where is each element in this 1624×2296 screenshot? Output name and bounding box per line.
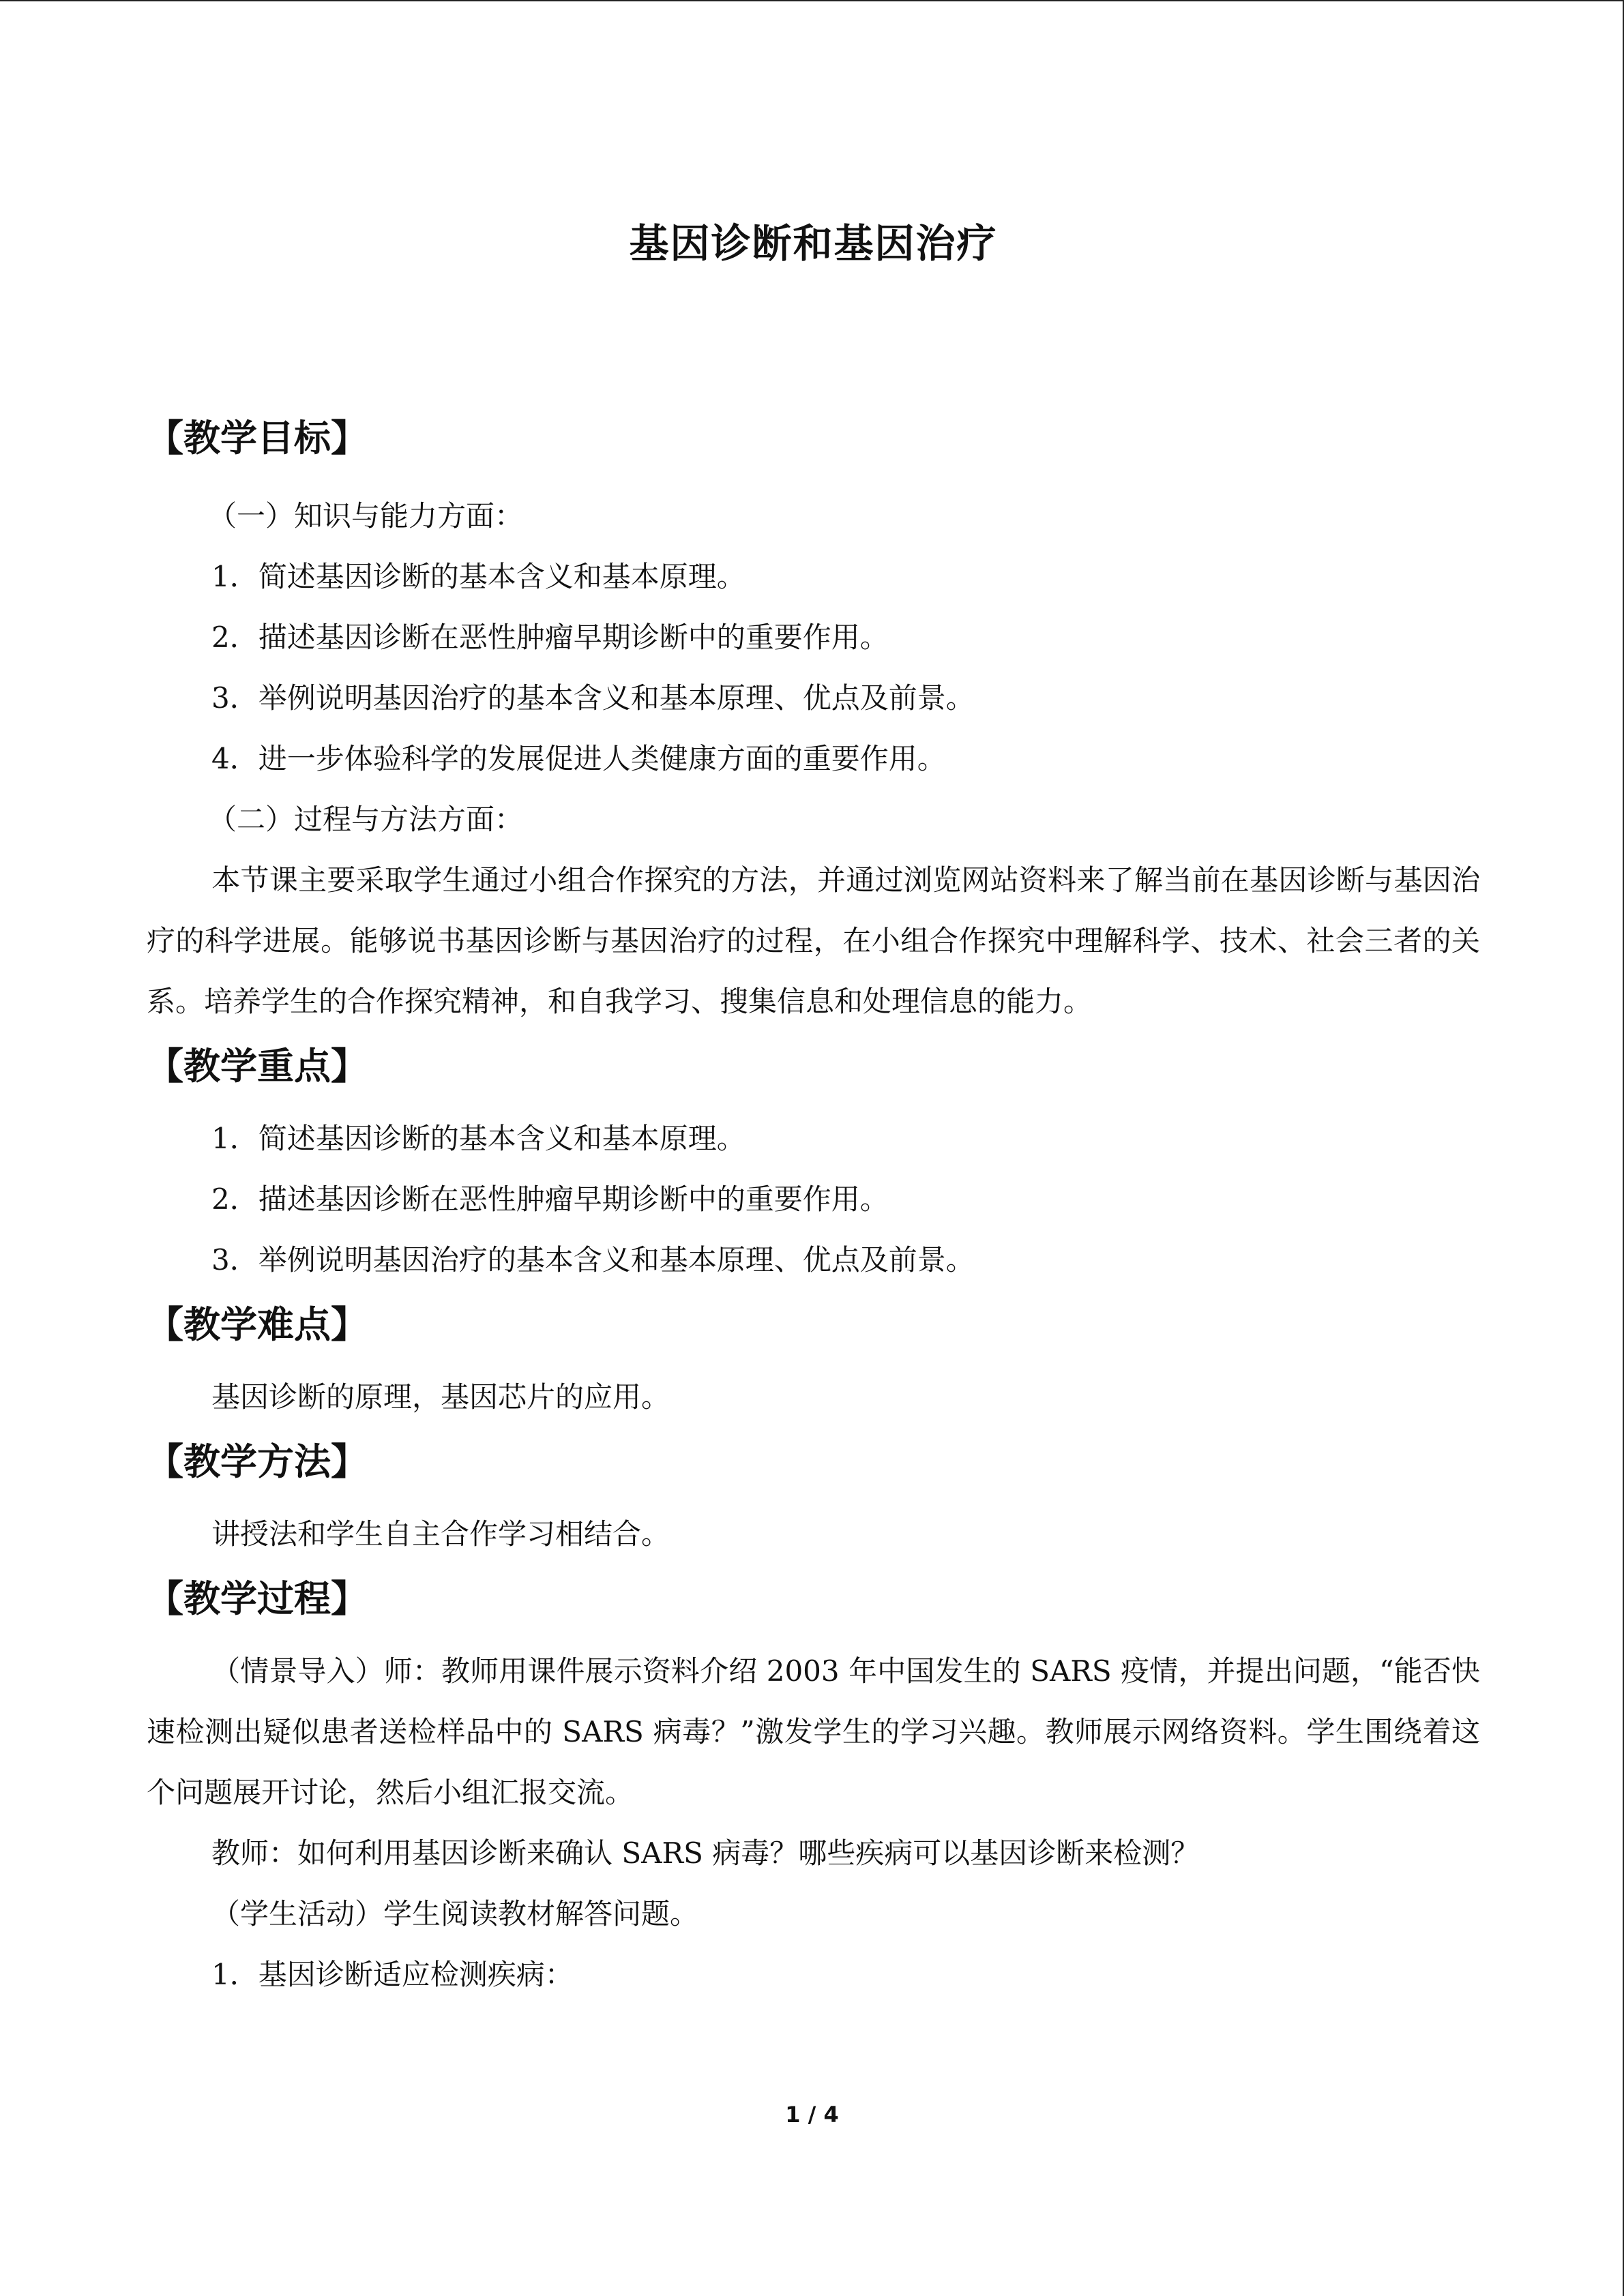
difficulties-heading: 【教学难点】 — [147, 1302, 368, 1346]
knowledge-heading: （一）知识与能力方面： — [208, 499, 524, 533]
process-heading: 【教学过程】 — [147, 1577, 368, 1620]
process-method-paragraph — [147, 850, 1480, 1032]
knowledge-item-4: 4．进一步体验科学的发展促进人类健康方面的重要作用。 — [211, 742, 946, 775]
page-number: 1 / 4 — [785, 2102, 839, 2128]
spacer — [147, 1100, 1480, 1108]
spacer — [147, 1495, 1480, 1504]
objectives-heading: 【教学目标】 — [147, 416, 368, 460]
process-method-text: 本节课主要采取学生通过小组合作探究的方法，并通过浏览网站资料来了解当前在基因诊断与基因治疗的科学进展。能够说书基因诊断与基因治疗的过程，在小组合作探究中理解科学、技术、社会三者的关系。培养学生的合作探究精神，和自我学习、搜集信息和处理信息的能力。 — [147, 863, 1480, 1018]
process-item-1: 1．基因诊断适应检测疾病： — [211, 1958, 574, 1991]
process-intro-text: （情景导入）师：教师用课件展示资料介绍 2003 年中国发生的 SARS 疫情，并提出问题，“能否快速检测出疑似患者送检样品中的 SARS 病毒？”激发学生的学习兴趣。教师展示网络资料。学生围绕着这个问题展开讨论，然后小组汇报交流。 — [147, 1654, 1480, 1809]
key-point-item-2: 2．描述基因诊断在恶性肿瘤早期诊断中的重要作用。 — [211, 1182, 889, 1216]
spacer — [147, 1358, 1480, 1367]
key-point-item-1: 1．简述基因诊断的基本含义和基本原理。 — [211, 1122, 745, 1155]
methods-text: 讲授法和学生自主合作学习相结合。 — [211, 1517, 670, 1551]
student-activity: （学生活动）学生阅读教材解答问题。 — [211, 1897, 699, 1930]
key-points-heading: 【教学重点】 — [147, 1044, 368, 1088]
knowledge-item-1: 1．简述基因诊断的基本含义和基本原理。 — [211, 560, 745, 593]
document-title: 基因诊断和基因治疗 — [629, 220, 998, 267]
key-point-item-3: 3．举例说明基因治疗的基本含义和基本原理、优点及前景。 — [211, 1243, 975, 1277]
difficulties-text: 基因诊断的原理，基因芯片的应用。 — [211, 1380, 670, 1414]
process-intro-paragraph — [147, 1641, 1480, 1823]
spacer — [147, 472, 1480, 486]
document-content — [147, 206, 1480, 2005]
methods-heading: 【教学方法】 — [147, 1440, 368, 1483]
spacer — [147, 1632, 1480, 1641]
knowledge-item-3: 3．举例说明基因治疗的基本含义和基本原理、优点及前景。 — [211, 681, 975, 715]
title-spacer — [147, 281, 1480, 404]
process-method-heading: （二）过程与方法方面： — [208, 803, 524, 836]
teacher-question: 教师：如何利用基因诊断来确认 SARS 病毒？哪些疾病可以基因诊断来检测？ — [211, 1836, 1200, 1870]
knowledge-item-2: 2．描述基因诊断在恶性肿瘤早期诊断中的重要作用。 — [211, 621, 889, 654]
